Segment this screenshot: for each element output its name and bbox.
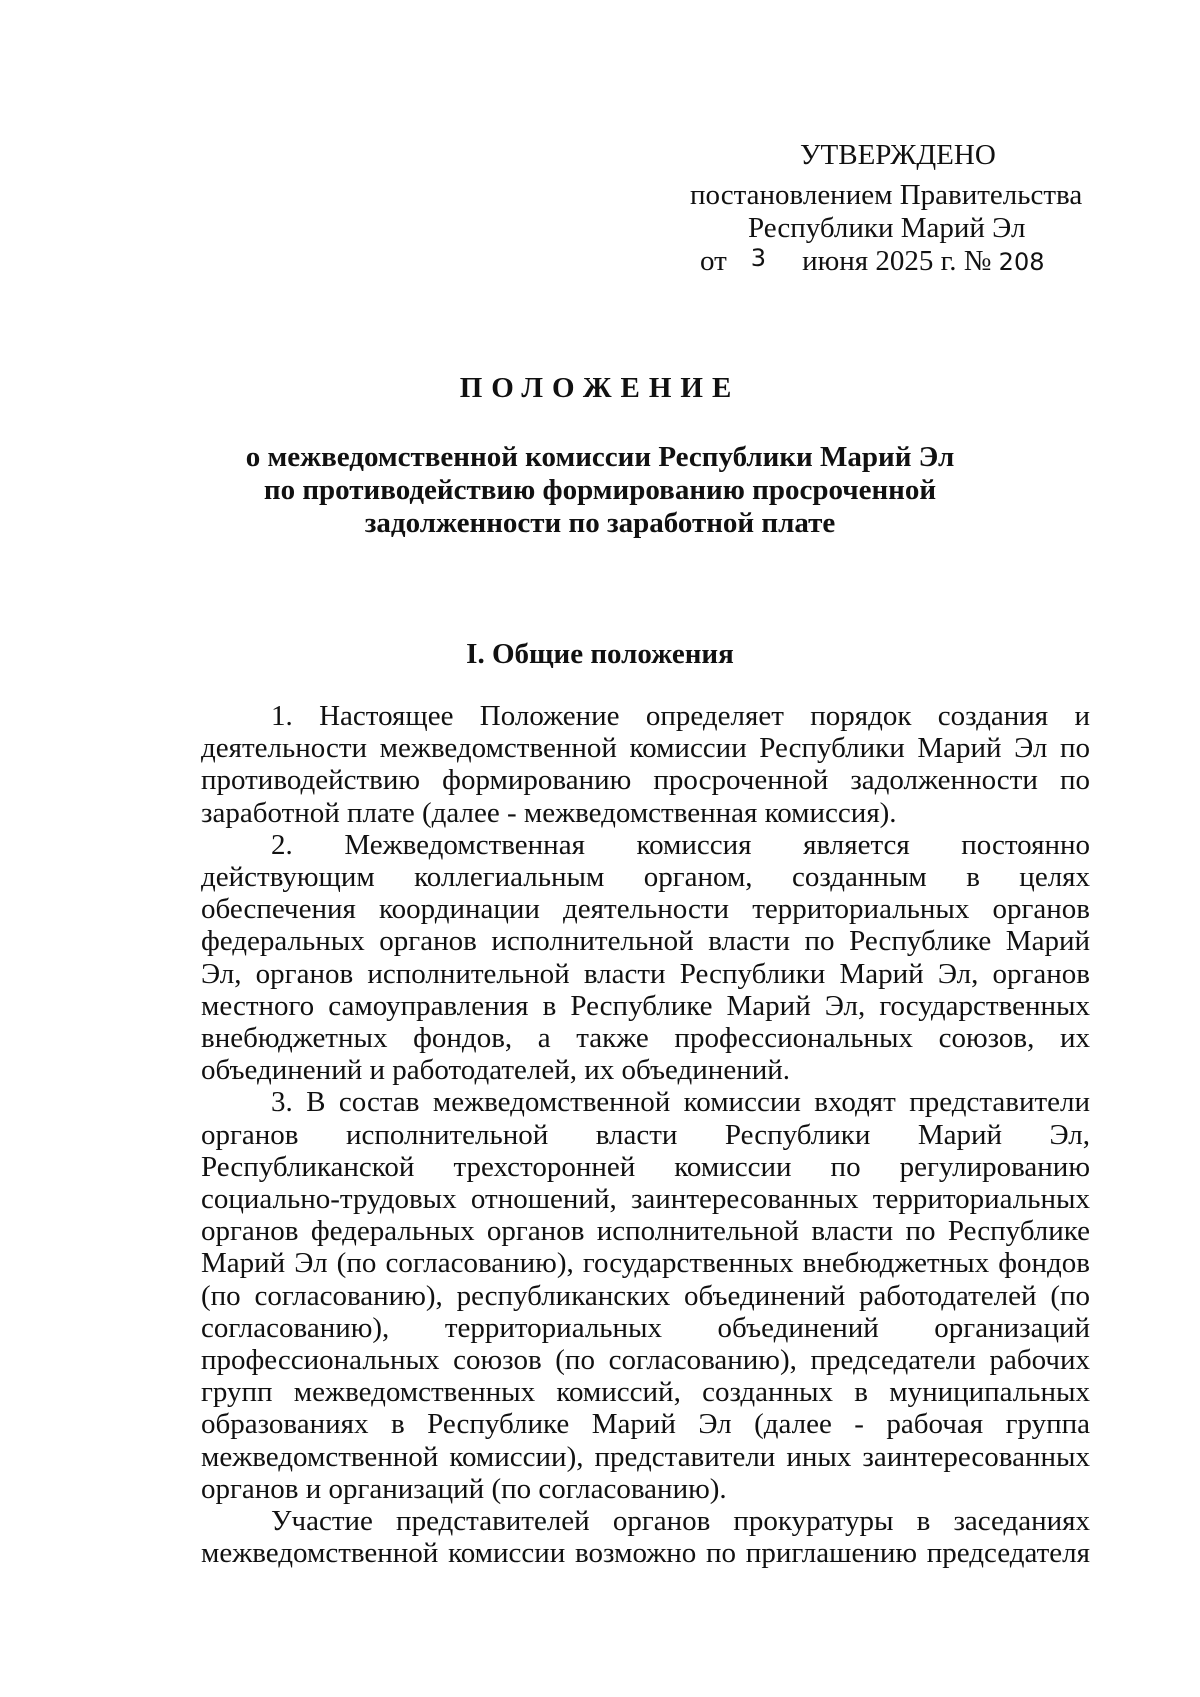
handwritten-number: 208 — [998, 248, 1045, 276]
section-heading: I. Общие положения — [466, 638, 734, 670]
subtitle-line-2: по противодействию формированию просроченной — [263, 474, 937, 506]
approval-republic: Республики Марий Эл — [748, 212, 1026, 244]
handwritten-day: 3 — [750, 244, 767, 272]
subtitle-line-1: о межведомственной комиссии Республики Марий Эл — [245, 441, 955, 473]
date-month-year: июня 2025 г. № — [802, 245, 992, 277]
paragraph-3: 3. В состав межведомственной комиссии входят представители органов исполнительной власти Республики Марий Эл, Республиканской трехсторонней комиссии по регулированию социально-трудовых отношений, заинтересованных территориальных органов федеральных органов исполнительной власти по Республике Марий Эл (по согласованию), государственных внебюджетных фондов (по согласованию), республиканских объединений работодателей (по согласованию), территориальных объединений организаций профессиональных союзов (по согласованию), председатели рабочих групп межведомственных комиссий, созданных в муниципальных образованиях в Республике Марий Эл (далее - рабочая группа межведомственной комиссии), представители иных заинтересованных органов и организаций (по согласованию). — [201, 1086, 1090, 1505]
subtitle-line-3: задолженности по заработной плате — [364, 507, 836, 539]
paragraph-1: 1. Настоящее Положение определяет порядок создания и деятельности межведомственной комиссии Республики Марий Эл по противодействию формированию просроченной задолженности по заработной плате (далее - межведомственная комиссия). — [201, 700, 1090, 829]
document-title: ПОЛОЖЕНИЕ — [459, 372, 741, 404]
approval-date-line — [700, 244, 1044, 279]
date-prefix: от — [700, 245, 727, 277]
document-subtitle — [0, 441, 1200, 540]
approval-heading: УТВЕРЖДЕНО — [800, 139, 996, 171]
approval-decree: постановлением Правительства — [690, 179, 1083, 211]
paragraph-4: Участие представителей органов прокуратуры в заседаниях межведомственной комиссии возможно по приглашению председателя — [201, 1505, 1090, 1570]
document-body — [201, 700, 1090, 1569]
paragraph-2: 2. Межведомственная комиссия является постоянно действующим коллегиальным органом, созданным в целях обеспечения координации деятельности территориальных органов федеральных органов исполнительной власти по Республике Марий Эл, органов исполнительной власти Республики Марий Эл, органов местного самоуправления в Республике Марий Эл, государственных внебюджетных фондов, а также профессиональных союзов, их объединений и работодателей, их объединений. — [201, 828, 1090, 1087]
